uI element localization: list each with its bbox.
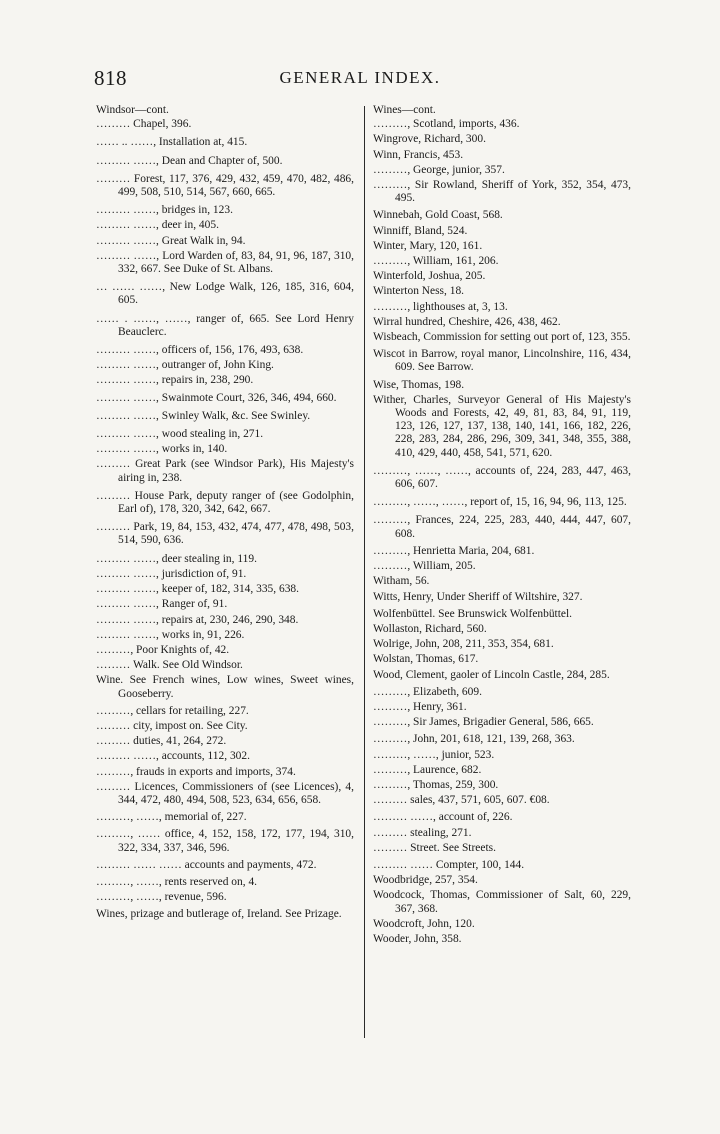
index-entry: ………, Thomas, 259, 300. <box>373 778 499 791</box>
index-entry: ………, Poor Knights of, 42. <box>96 643 230 656</box>
index-entry: ……… Street. See Streets. <box>373 841 496 854</box>
index-entry: Wise, Thomas, 198. <box>373 378 465 391</box>
index-entry: ………, ……, junior, 523. <box>373 748 495 761</box>
index-entry: Wingrove, Richard, 300. <box>373 133 486 146</box>
index-entry: ………, frauds in exports and imports, 374. <box>96 765 296 778</box>
index-entry: ………, ……, ……, accounts of, 224, 283, 447, 463, 606, 607. <box>373 464 631 491</box>
index-entry: ……… ……, Ranger of, 91. <box>96 598 228 611</box>
index-entry: ……… sales, 437, 571, 605, 607. €08. <box>373 794 550 807</box>
index-entry: Winterton Ness, 18. <box>373 285 465 298</box>
index-entry: ………, Laurence, 682. <box>373 763 482 776</box>
index-entry: Wither, Charles, Surveyor General of His Majesty's Woods and Forests, 42, 49, 81, 83, 84, 91, 119, 123, 126, 127, 137, 138, 140, 141, 166, 182, 226, 228, 283, 284, 286, 296, 309, 341, 348, 355, 388, 410, 429, 440, 458, 541, 571, 620. <box>373 393 631 459</box>
index-entry: Winnebah, Gold Coast, 568. <box>373 209 503 222</box>
index-entry: ……… ……, works in, 140. <box>96 443 228 456</box>
index-entry: …… .. ……, Installation at, 415. <box>96 136 248 149</box>
index-entry: ……… ……, jurisdiction of, 91. <box>96 567 247 580</box>
right-index-column <box>373 104 631 946</box>
index-entry: ……… ……, deer in, 405. <box>96 219 219 232</box>
index-entry: Winn, Francis, 453. <box>373 148 464 161</box>
index-entry: ……… ……, Swainmote Court, 326, 346, 494, 660. <box>96 391 337 404</box>
index-entry: ……… ……, works in, 91, 226. <box>96 628 245 641</box>
index-entry: Wolstan, Thomas, 617. <box>373 653 479 666</box>
index-entry: ………, ……, memorial of, 227. <box>96 811 247 824</box>
index-entry: ……… ……, accounts, 112, 302. <box>96 750 250 763</box>
index-entry: Woodcock, Thomas, Commissioner of Salt, 60, 229, 367, 368. <box>373 889 631 915</box>
index-entry: ……… ……, Great Walk in, 94. <box>96 234 246 247</box>
index-entry: ……… ……, keeper of, 182, 314, 335, 638. <box>96 583 299 596</box>
index-entry: ………, Frances, 224, 225, 283, 440, 444, 447, 607, 608. <box>373 514 631 540</box>
index-entry: ……… Chapel, 396. <box>96 118 192 131</box>
index-entry: ……… ……, wood stealing in, 271. <box>96 428 264 441</box>
index-entry: ……… duties, 41, 264, 272. <box>96 735 227 748</box>
index-entry: ………, Sir James, Brigadier General, 586, 665. <box>373 716 594 729</box>
index-entry: ………, George, junior, 357. <box>373 163 505 176</box>
index-entry: Wood, Clement, gaoler of Lincoln Castle, 284, 285. <box>373 668 610 681</box>
index-entry: Wines, prizage and butlerage of, Ireland. See Prizage. <box>96 908 342 921</box>
index-entry: Wolfenbüttel. See Brunswick Wolfenbüttel. <box>373 607 573 620</box>
index-entry: ……… stealing, 271. <box>373 826 472 839</box>
index-entry: Woodcroft, John, 120. <box>373 917 475 930</box>
index-entry: Witham, 56. <box>373 575 430 588</box>
index-entry: ………, William, 205. <box>373 560 476 573</box>
index-entry: Wirral hundred, Cheshire, 426, 438, 462. <box>373 315 561 328</box>
index-entry: ……… ……, outranger of, John King. <box>96 359 274 372</box>
index-entry: ………, …… office, 4, 152, 158, 172, 177, 194, 310, 322, 334, 337, 346, 596. <box>96 828 354 854</box>
index-entry: Woodbridge, 257, 354. <box>373 874 478 887</box>
page-header: GENERAL INDEX. <box>279 68 441 87</box>
index-entry: ………, ……, rents reserved on, 4. <box>96 875 258 888</box>
index-entry: Witts, Henry, Under Sheriff of Wiltshire, 327. <box>373 590 583 603</box>
index-entry: ……… Forest, 117, 376, 429, 432, 459, 470, 482, 486, 499, 508, 510, 514, 567, 660, 665. <box>96 172 354 199</box>
index-entry: Wiscot in Barrow, royal manor, Lincolnshire, 116, 434, 609. See Barrow. <box>373 348 631 374</box>
index-entry: Wollaston, Richard, 560. <box>373 622 487 635</box>
index-entry: ………, cellars for retailing, 227. <box>96 704 249 717</box>
column-divider <box>364 106 365 1038</box>
index-entry: Wisbeach, Commission for setting out port of, 123, 355. <box>373 331 631 344</box>
index-entry: Wine. See French wines, Low wines, Sweet wines, Gooseberry. <box>96 674 354 700</box>
index-entry: ……… Great Park (see Windsor Park), His Majesty's airing in, 238. <box>96 458 354 484</box>
index-entry: Wines—cont. <box>373 104 436 116</box>
index-entry: ……… House Park, deputy ranger of (see Godolphin, Earl of), 178, 320, 342, 642, 667. <box>96 489 354 516</box>
index-entry: ……… ……, Dean and Chapter of, 500. <box>96 154 283 167</box>
index-entry: ………, John, 201, 618, 121, 139, 268, 363. <box>373 733 575 746</box>
index-entry: ……… city, impost on. See City. <box>96 719 248 732</box>
index-entry: ……… ……, bridges in, 123. <box>96 204 233 217</box>
index-entry: Wooder, John, 358. <box>373 932 462 945</box>
index-entry: … …… ……, New Lodge Walk, 126, 185, 316, 604, 605. <box>96 281 354 307</box>
index-entry: ……… ……, deer stealing in, 119. <box>96 552 257 565</box>
index-entry: ……… Walk. See Old Windsor. <box>96 659 243 672</box>
index-entry: ………, ……, ……, report of, 15, 16, 94, 96, 113, 125. <box>373 496 627 509</box>
index-entry: ……… ……, Lord Warden of, 83, 84, 91, 96, 187, 310, 332, 667. See Duke of St. Albans. <box>96 249 354 276</box>
index-entry: ……… …… …… accounts and payments, 472. <box>96 858 317 871</box>
index-entry: ………, Scotland, imports, 436. <box>373 118 520 131</box>
index-entry: Winniff, Bland, 524. <box>373 224 468 237</box>
index-entry: ………, lighthouses at, 3, 13. <box>373 300 508 313</box>
index-entry: ……… ……, officers of, 156, 176, 493, 638. <box>96 344 304 357</box>
index-entry: ……… ……, repairs at, 230, 246, 290, 348. <box>96 613 299 626</box>
index-entry: ………, Elizabeth, 609. <box>373 685 482 698</box>
index-entry: ……… Park, 19, 84, 153, 432, 474, 477, 478, 498, 503, 514, 590, 636. <box>96 521 354 547</box>
index-entry: ……… …… Compter, 100, 144. <box>373 858 525 871</box>
index-entry: …… . ……, ……, ranger of, 665. See Lord Henry Beauclerc. <box>96 312 354 338</box>
index-entry: Winterfold, Joshua, 205. <box>373 270 486 283</box>
index-entry: ………, Henry, 361. <box>373 700 467 713</box>
index-entry: ………, William, 161, 206. <box>373 255 499 268</box>
index-entry: ……… ……, Swinley Walk, &c. See Swinley. <box>96 409 311 422</box>
page-number: 818 <box>94 66 127 90</box>
index-entry: Winter, Mary, 120, 161. <box>373 239 483 252</box>
index-entry: ………, Henrietta Maria, 204, 681. <box>373 544 535 557</box>
index-entry: ……… ……, repairs in, 238, 290. <box>96 374 254 387</box>
index-entry: ……… ……, account of, 226. <box>373 811 513 824</box>
index-entry: ………, ……, revenue, 596. <box>96 891 227 904</box>
left-index-column <box>96 104 354 922</box>
index-entry: Windsor—cont. <box>96 104 169 116</box>
index-entry: ………, Sir Rowland, Sheriff of York, 352, 354, 473, 495. <box>373 179 631 205</box>
index-entry: Wolrige, John, 208, 211, 353, 354, 681. <box>373 638 554 651</box>
index-entry: ……… Licences, Commissioners of (see Licences), 4, 344, 472, 480, 494, 508, 523, 634, 656, 658. <box>96 780 354 806</box>
